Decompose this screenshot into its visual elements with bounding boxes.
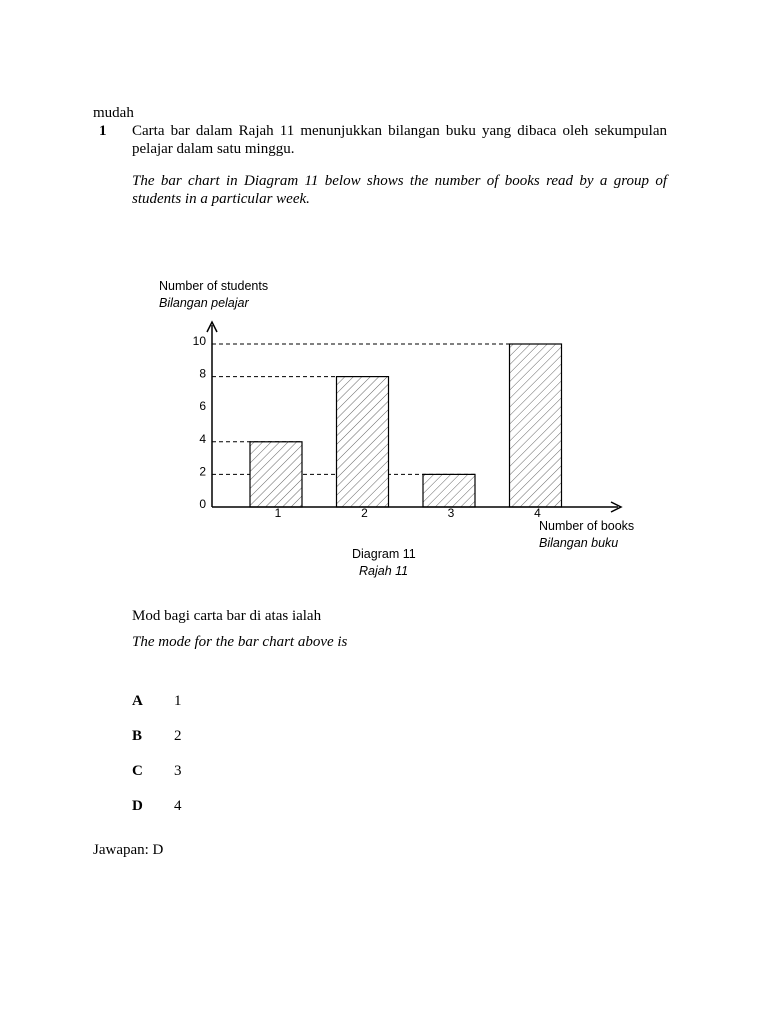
x-tick-label: 1 [274,506,282,520]
question-text-ms: Carta bar dalam Rajah 11 menunjukkan bilangan buku yang dibaca oleh sekumpulan pelajar dalam satu minggu. [132,123,667,157]
question-number: 1 [99,123,107,139]
option-d[interactable] [132,797,232,815]
bar-4 [510,344,562,507]
difficulty-label: mudah [93,105,134,121]
x-axis-title-ms: Bilangan buku [539,536,619,550]
y-tick-label: 6 [199,399,206,414]
answer-text: Jawapan: D [93,842,164,858]
option-a[interactable] [132,692,232,710]
option-letter: A [132,693,143,709]
y-tick-label: 4 [199,431,206,446]
option-letter: D [132,798,143,814]
option-value: 1 [174,693,182,709]
y-tick-label: 8 [199,366,206,381]
y-axis-title: Number of students [159,279,269,293]
x-tick-label: 3 [447,506,455,520]
question-text-en: The bar chart in Diagram 11 below shows the number of books read by a group of students in a particular week. [132,173,667,207]
option-value: 4 [174,798,182,814]
option-b[interactable] [132,727,232,745]
option-value: 2 [174,728,182,744]
option-c[interactable] [132,762,232,780]
x-axis-title: Number of books [539,519,635,533]
diagram-caption-ms: Rajah 11 [359,564,409,578]
diagram-caption: Diagram 11 [352,547,416,561]
y-tick-label: 2 [199,464,206,479]
option-letter: B [132,728,143,744]
option-letter: C [132,763,143,779]
prompt-ms: Mod bagi carta bar di atas ialah [132,608,322,624]
y-tick-label: 0 [199,497,206,511]
y-tick-label: 10 [192,334,206,348]
x-tick-label: 4 [534,506,541,520]
bar-3 [423,474,475,507]
bar-1 [250,442,302,507]
y-axis-title-ms: Bilangan pelajar [159,296,249,310]
option-value: 3 [174,763,182,779]
bar-2 [337,377,389,507]
x-tick-label: 2 [361,506,368,520]
prompt-en: The mode for the bar chart above is [132,634,348,650]
